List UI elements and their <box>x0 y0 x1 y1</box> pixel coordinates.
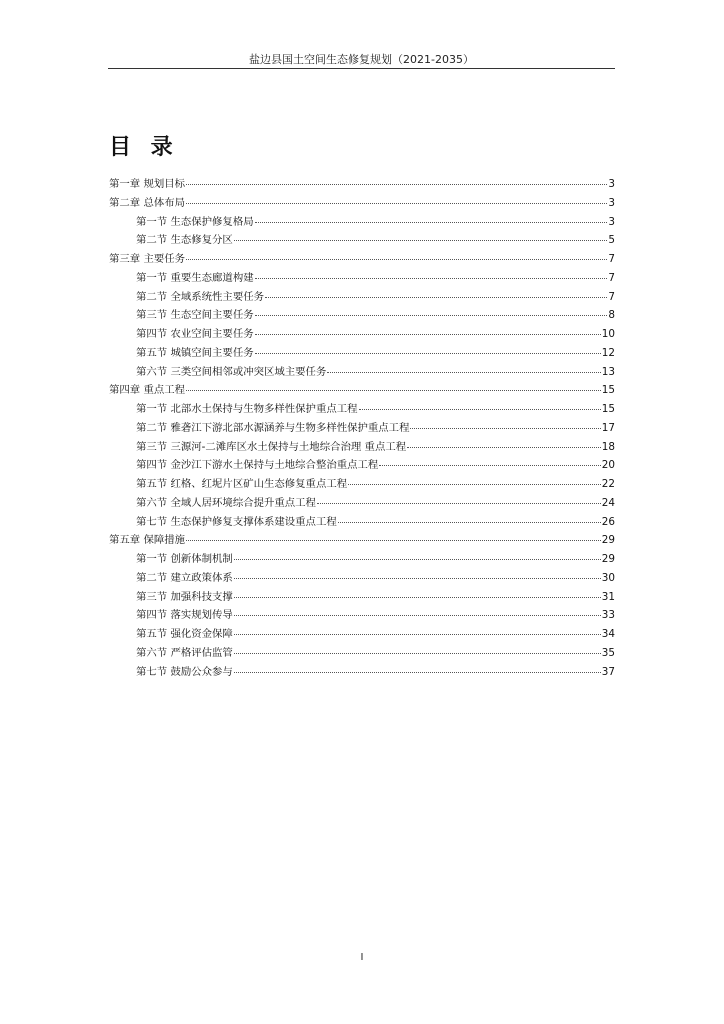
toc-entry-label: 第二节 建立政策体系 <box>136 571 233 584</box>
toc-entry-label: 第七节 生态保护修复支撑体系建设重点工程 <box>136 515 337 528</box>
toc-entry-page: 7 <box>608 271 615 284</box>
toc-section-entry[interactable] <box>109 590 615 609</box>
toc-section-entry[interactable] <box>109 458 615 477</box>
toc-dot-leader <box>234 672 601 673</box>
toc-entry-label: 第六节 严格评估监管 <box>136 646 233 659</box>
toc-entry-label: 第二章 总体布局 <box>109 196 186 209</box>
toc-chapter-entry[interactable] <box>109 383 615 402</box>
toc-entry-page: 7 <box>608 253 615 265</box>
toc-entry-page: 7 <box>608 290 615 303</box>
toc-dot-leader <box>255 222 608 223</box>
toc-entry-label: 第一节 生态保护修复格局 <box>136 215 254 228</box>
toc-section-entry[interactable] <box>109 440 615 459</box>
toc-entry-page: 3 <box>608 196 615 209</box>
toc-dot-leader <box>379 465 600 466</box>
toc-section-entry[interactable] <box>109 646 615 665</box>
toc-entry-page: 10 <box>601 328 615 340</box>
toc-section-entry[interactable] <box>109 477 615 496</box>
toc-entry-label: 第一节 重要生态廊道构建 <box>136 271 254 284</box>
toc-title: 目 录 <box>109 135 179 160</box>
toc-section-entry[interactable] <box>109 608 615 627</box>
toc-entry-page: 22 <box>601 478 615 490</box>
toc-dot-leader <box>234 615 601 616</box>
toc-dot-leader <box>186 203 607 204</box>
toc-section-entry[interactable] <box>109 571 615 590</box>
toc-section-entry[interactable] <box>109 496 615 515</box>
toc-entry-label: 第四节 农业空间主要任务 <box>136 328 254 340</box>
toc-dot-leader <box>255 315 608 316</box>
toc-dot-leader <box>234 559 601 560</box>
toc-section-entry[interactable] <box>109 308 615 327</box>
toc-entry-label: 第一章 规划目标 <box>109 178 186 190</box>
toc-section-entry[interactable] <box>109 233 615 252</box>
toc-entry-label: 第四节 金沙江下游水土保持与土地综合整治重点工程 <box>136 459 379 472</box>
toc-entry-page: 13 <box>601 365 615 378</box>
toc-dot-leader <box>407 447 601 448</box>
toc-chapter-entry[interactable] <box>109 196 615 215</box>
toc-dot-leader <box>234 240 608 241</box>
toc-dot-leader <box>234 653 601 654</box>
toc-entry-page: 3 <box>608 178 615 190</box>
toc-entry-label: 第七节 鼓励公众参与 <box>136 665 233 678</box>
toc-entry-label: 第三节 生态空间主要任务 <box>136 309 254 322</box>
toc-section-entry[interactable] <box>109 665 615 684</box>
toc-dot-leader <box>255 353 601 354</box>
toc-entry-page: 31 <box>601 590 615 603</box>
toc-entry-label: 第二节 雅砻江下游北部水源涵养与生物多样性保护重点工程 <box>136 421 410 434</box>
toc-entry-page: 20 <box>601 459 615 472</box>
toc-entry-label: 第五节 红格、红坭片区矿山生态修复重点工程 <box>136 478 348 490</box>
toc-section-entry[interactable] <box>109 215 615 234</box>
toc-dot-leader <box>317 503 601 504</box>
toc-section-entry[interactable] <box>109 402 615 421</box>
toc-dot-leader <box>186 390 601 391</box>
toc-entry-page: 12 <box>601 346 615 359</box>
toc-dot-leader <box>186 540 601 541</box>
toc-section-entry[interactable] <box>109 327 615 346</box>
toc-entry-label: 第二节 全域系统性主要任务 <box>136 290 264 303</box>
toc-dot-leader <box>327 372 600 373</box>
toc-dot-leader <box>265 297 607 298</box>
toc-section-entry[interactable] <box>109 365 615 384</box>
toc-entry-page: 33 <box>601 609 615 622</box>
toc-dot-leader <box>338 522 601 523</box>
table-of-contents <box>109 177 615 683</box>
toc-entry-page: 35 <box>601 646 615 659</box>
page-number: I <box>360 952 364 963</box>
toc-dot-leader <box>255 334 601 335</box>
toc-entry-page: 15 <box>601 384 615 397</box>
toc-entry-page: 29 <box>601 534 615 547</box>
toc-dot-leader <box>359 409 601 410</box>
toc-section-entry[interactable] <box>109 346 615 365</box>
toc-entry-page: 30 <box>601 571 615 584</box>
toc-entry-page: 26 <box>601 515 615 528</box>
toc-entry-page: 3 <box>608 215 615 228</box>
toc-entry-label: 第二节 生态修复分区 <box>136 234 233 247</box>
toc-section-entry[interactable] <box>109 421 615 440</box>
toc-entry-label: 第六节 全域人居环境综合提升重点工程 <box>136 496 316 509</box>
toc-entry-page: 17 <box>601 421 615 434</box>
toc-entry-label: 第三章 主要任务 <box>109 253 186 265</box>
toc-dot-leader <box>255 278 608 279</box>
toc-entry-page: 5 <box>608 234 615 247</box>
toc-entry-page: 37 <box>601 665 615 678</box>
toc-chapter-entry[interactable] <box>109 252 615 271</box>
page-header: 盐边县国土空间生态修复规划（2021-2035） <box>249 53 474 66</box>
toc-entry-label: 第五章 保障措施 <box>109 534 186 547</box>
toc-chapter-entry[interactable] <box>109 533 615 552</box>
toc-entry-label: 第四节 落实规划传导 <box>136 609 233 622</box>
toc-entry-label: 第五节 城镇空间主要任务 <box>136 346 254 359</box>
toc-dot-leader <box>234 597 601 598</box>
toc-section-entry[interactable] <box>109 515 615 534</box>
toc-entry-label: 第六节 三类空间相邻或冲突区域主要任务 <box>136 365 327 378</box>
toc-entry-page: 8 <box>608 309 615 322</box>
toc-entry-label: 第五节 强化资金保障 <box>136 628 233 640</box>
toc-entry-page: 18 <box>601 440 615 453</box>
toc-entry-label: 第一节 北部水土保持与生物多样性保护重点工程 <box>136 403 358 415</box>
toc-entry-page: 29 <box>601 553 615 565</box>
toc-section-entry[interactable] <box>109 290 615 309</box>
toc-entry-label: 第四章 重点工程 <box>109 384 186 397</box>
toc-dot-leader <box>186 259 607 260</box>
toc-dot-leader <box>410 428 600 429</box>
toc-entry-page: 15 <box>601 403 615 415</box>
toc-dot-leader <box>348 484 601 485</box>
toc-entry-label: 第一节 创新体制机制 <box>136 553 233 565</box>
toc-entry-page: 34 <box>601 628 615 640</box>
toc-dot-leader <box>186 184 607 185</box>
toc-chapter-entry[interactable] <box>109 177 615 196</box>
toc-section-entry[interactable] <box>109 627 615 646</box>
toc-dot-leader <box>234 578 601 579</box>
toc-section-entry[interactable] <box>109 552 615 571</box>
header-divider <box>108 68 615 69</box>
toc-entry-page: 24 <box>601 496 615 509</box>
toc-dot-leader <box>234 634 601 635</box>
toc-entry-label: 第三节 加强科技支撑 <box>136 590 233 603</box>
toc-entry-label: 第三节 三源河-二滩库区水土保持与土地综合治理 重点工程 <box>136 440 407 453</box>
toc-section-entry[interactable] <box>109 271 615 290</box>
